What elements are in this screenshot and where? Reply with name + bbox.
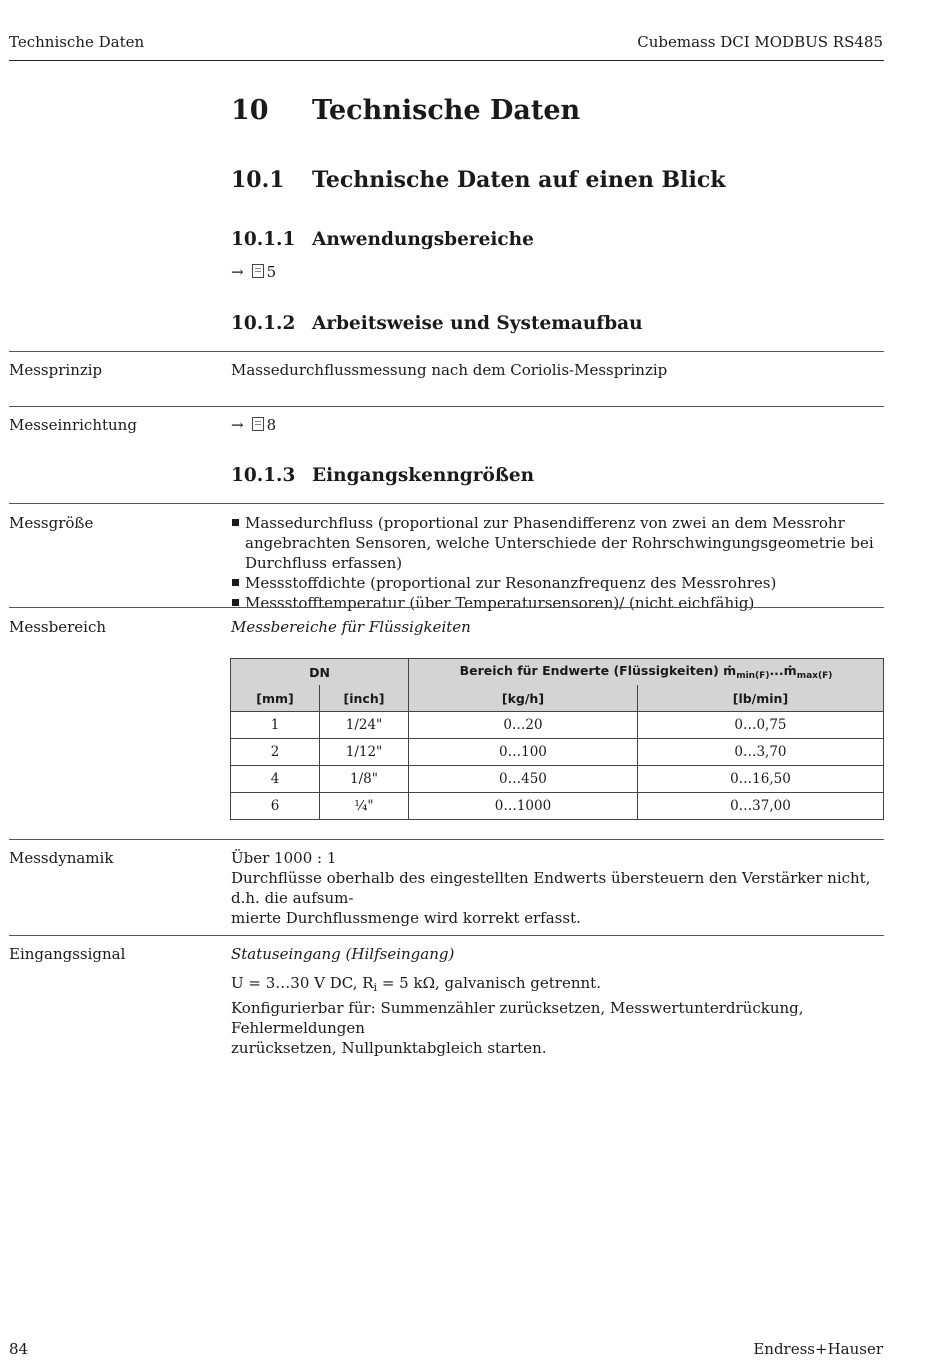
table-cell: 1/24" bbox=[320, 712, 409, 739]
row-content-messgroesse bbox=[231, 513, 884, 613]
text-line: mierte Durchflussmenge wird korrekt erfasst. bbox=[231, 909, 581, 927]
page-reference-link[interactable] bbox=[231, 263, 276, 281]
row-label-messbereich: Messbereich bbox=[9, 618, 107, 636]
subsection-heading-arbeitsweise bbox=[231, 313, 643, 334]
subsection-number: 10.1.2 bbox=[231, 313, 296, 334]
row-divider bbox=[9, 935, 884, 936]
subsection-title: Eingangskenngrößen bbox=[312, 465, 535, 486]
table-header-dn: DN bbox=[231, 659, 409, 686]
subsection-heading-eingangskenngroessen bbox=[231, 465, 534, 486]
page-reference-number: 5 bbox=[266, 263, 277, 281]
table-cell: 4 bbox=[231, 766, 320, 793]
table-cell: 0…16,50 bbox=[637, 766, 883, 793]
chapter-heading bbox=[231, 95, 580, 126]
subsection-title: Arbeitsweise und Systemaufbau bbox=[312, 313, 643, 334]
table-header-mm: [mm] bbox=[231, 685, 320, 712]
section-heading bbox=[231, 167, 726, 193]
chapter-title: Technische Daten bbox=[312, 95, 581, 126]
row-divider bbox=[9, 406, 884, 407]
list-item: Messstofftemperatur (über Temperatursensoren)/ (nicht eichfähig) bbox=[231, 593, 884, 613]
table-cell: 1 bbox=[231, 712, 320, 739]
subsection-title: Anwendungsbereiche bbox=[312, 229, 534, 250]
arrow-icon: → bbox=[231, 416, 244, 434]
row-label-messeinrichtung: Messeinrichtung bbox=[9, 416, 137, 434]
page-icon bbox=[252, 264, 264, 278]
page-number: 84 bbox=[9, 1340, 29, 1358]
text-line: Durchflüsse oberhalb des eingestellten Endwerts übersteuern den Verstärker nicht, d.h. die aufsum- bbox=[231, 869, 871, 907]
table-row bbox=[231, 793, 884, 820]
bullet-list bbox=[231, 513, 884, 613]
table-cell: 0…3,70 bbox=[637, 739, 883, 766]
row-divider bbox=[9, 503, 884, 504]
page-reference-link[interactable] bbox=[231, 416, 276, 434]
text-line: Über 1000 : 1 bbox=[231, 849, 337, 867]
section-title: Technische Daten auf einen Blick bbox=[312, 167, 726, 193]
table-header-inch: [inch] bbox=[320, 685, 409, 712]
arrow-icon: → bbox=[231, 263, 244, 281]
table-cell: 1/8" bbox=[320, 766, 409, 793]
signal-caption: Statuseingang (Hilfseingang) bbox=[231, 945, 455, 963]
table-cell: 1/12" bbox=[320, 739, 409, 766]
table-cell: 6 bbox=[231, 793, 320, 820]
table-cell: 0…1000 bbox=[409, 793, 638, 820]
table-cell: 0…37,00 bbox=[637, 793, 883, 820]
table-row bbox=[231, 712, 884, 739]
table-header-range: Bereich für Endwerte (Flüssigkeiten) ṁ$_{min(F)}$...ṁ$_{max(F)}$ bbox=[409, 659, 884, 686]
section-number: 10.1 bbox=[231, 167, 285, 193]
table-cell: 2 bbox=[231, 739, 320, 766]
row-label-messdynamik: Messdynamik bbox=[9, 849, 114, 867]
row-content-messprinzip: Massedurchflussmessung nach dem Coriolis-Messprinzip bbox=[231, 361, 668, 379]
row-label-messgroesse: Messgröße bbox=[9, 514, 94, 532]
table-cell: ¼" bbox=[320, 793, 409, 820]
table-header-kgh: [kg/h] bbox=[409, 685, 638, 712]
row-content-eingangssignal bbox=[231, 973, 884, 1058]
table-cell: 0…450 bbox=[409, 766, 638, 793]
text-line: U = 3…30 V DC, $R_i = 5$ kΩ, galvanisch getrennt. bbox=[231, 974, 601, 994]
running-header-left: Technische Daten bbox=[9, 33, 145, 51]
row-label-messprinzip: Messprinzip bbox=[9, 361, 103, 379]
brand-name: Endress+Hauser bbox=[753, 1340, 883, 1358]
text-line: Konfigurierbar für: Summenzähler zurücksetzen, Messwertunterdrückung, Fehlermeldungen bbox=[231, 999, 804, 1037]
table-cell: 0…20 bbox=[409, 712, 638, 739]
table-header-lbmin: [lb/min] bbox=[637, 685, 883, 712]
chapter-number: 10 bbox=[231, 95, 269, 126]
row-divider bbox=[9, 839, 884, 840]
row-divider bbox=[9, 607, 884, 608]
table-cell: 0…0,75 bbox=[637, 712, 883, 739]
list-item: Messstoffdichte (proportional zur Resonanzfrequenz des Messrohres) bbox=[231, 573, 884, 593]
page-reference-number: 8 bbox=[266, 416, 277, 434]
running-header-right: Cubemass DCI MODBUS RS485 bbox=[637, 33, 883, 51]
subsection-number: 10.1.1 bbox=[231, 229, 296, 250]
measuring-range-table bbox=[230, 658, 884, 820]
row-divider bbox=[9, 351, 884, 352]
list-item: Massedurchfluss (proportional zur Phasendifferenz von zwei an dem Messrohr angebrachten Sensoren, welche Unterschiede der Rohrschwingungsgeometrie bei Durchfluss erfassen) bbox=[231, 513, 884, 573]
table-cell: 0…100 bbox=[409, 739, 638, 766]
table-caption: Messbereiche für Flüssigkeiten bbox=[231, 618, 471, 636]
subsection-number: 10.1.3 bbox=[231, 465, 296, 486]
text-line: zurücksetzen, Nullpunktabgleich starten. bbox=[231, 1039, 547, 1057]
header-divider bbox=[9, 60, 884, 61]
table-row bbox=[231, 766, 884, 793]
row-label-eingangssignal: Eingangssignal bbox=[9, 945, 126, 963]
subsection-heading-anwendungsbereiche bbox=[231, 229, 534, 250]
row-content-messdynamik bbox=[231, 848, 884, 928]
page-icon bbox=[252, 417, 264, 431]
table-row bbox=[231, 739, 884, 766]
